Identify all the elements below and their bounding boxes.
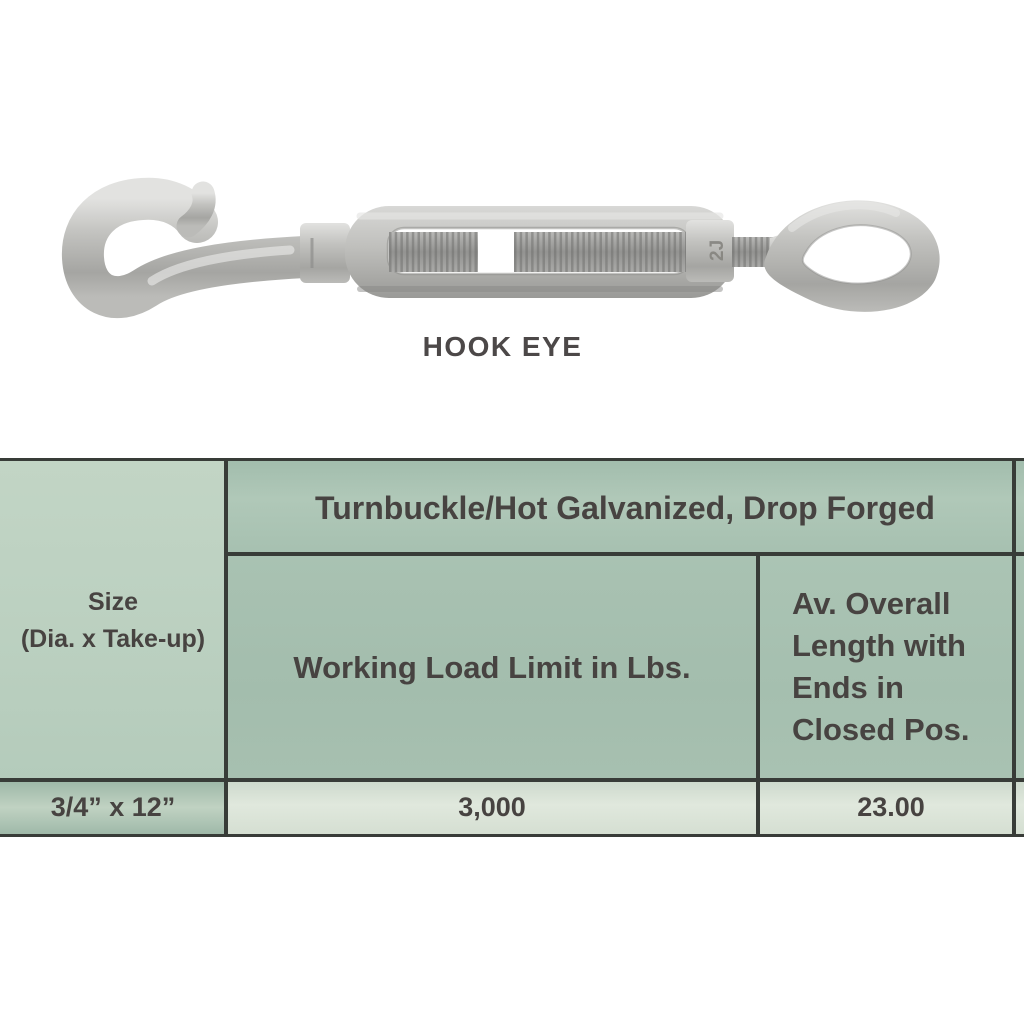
table-border-col1 — [224, 458, 228, 837]
size-header-line2: (Dia. x Take-up) — [20, 625, 206, 653]
table-cell-size-header — [0, 461, 226, 781]
table-cell-product-header — [226, 461, 1024, 555]
table-border-right — [1012, 458, 1016, 837]
length-header-line1: Av. Overall — [792, 586, 951, 621]
table-cell-length-header — [758, 555, 1024, 781]
table-cell-wll-value — [226, 781, 758, 834]
left-boss — [300, 223, 350, 283]
table-border-top — [0, 458, 1024, 461]
size-value: 3/4” x 12” — [50, 792, 176, 822]
forge-mark: 2J — [707, 239, 728, 261]
wll-value: 3,000 — [458, 792, 526, 822]
table-cell-size-value — [0, 781, 226, 834]
table-border-bottom — [0, 834, 1024, 837]
size-header-line1: Size — [87, 587, 139, 616]
table-border-col2 — [756, 552, 760, 837]
table-cell-length-value — [758, 781, 1024, 834]
length-header-line4: Closed Pos. — [792, 712, 970, 748]
table-border-above-data-row — [0, 778, 1024, 782]
product-header-text: Turnbuckle/Hot Galvanized, Drop Forged — [315, 489, 935, 526]
table-border-under-product-header — [226, 552, 1024, 556]
length-header-line2: Length with — [792, 628, 966, 664]
photo-caption: HOOK EYE — [422, 331, 583, 362]
length-header-line3: Ends in — [792, 670, 904, 706]
turnbuckle-assembly — [83, 193, 940, 312]
table-cell-wll-header — [226, 555, 758, 781]
length-value: 23.00 — [857, 792, 925, 822]
wll-header-text: Working Load Limit in Lbs. — [293, 650, 691, 685]
